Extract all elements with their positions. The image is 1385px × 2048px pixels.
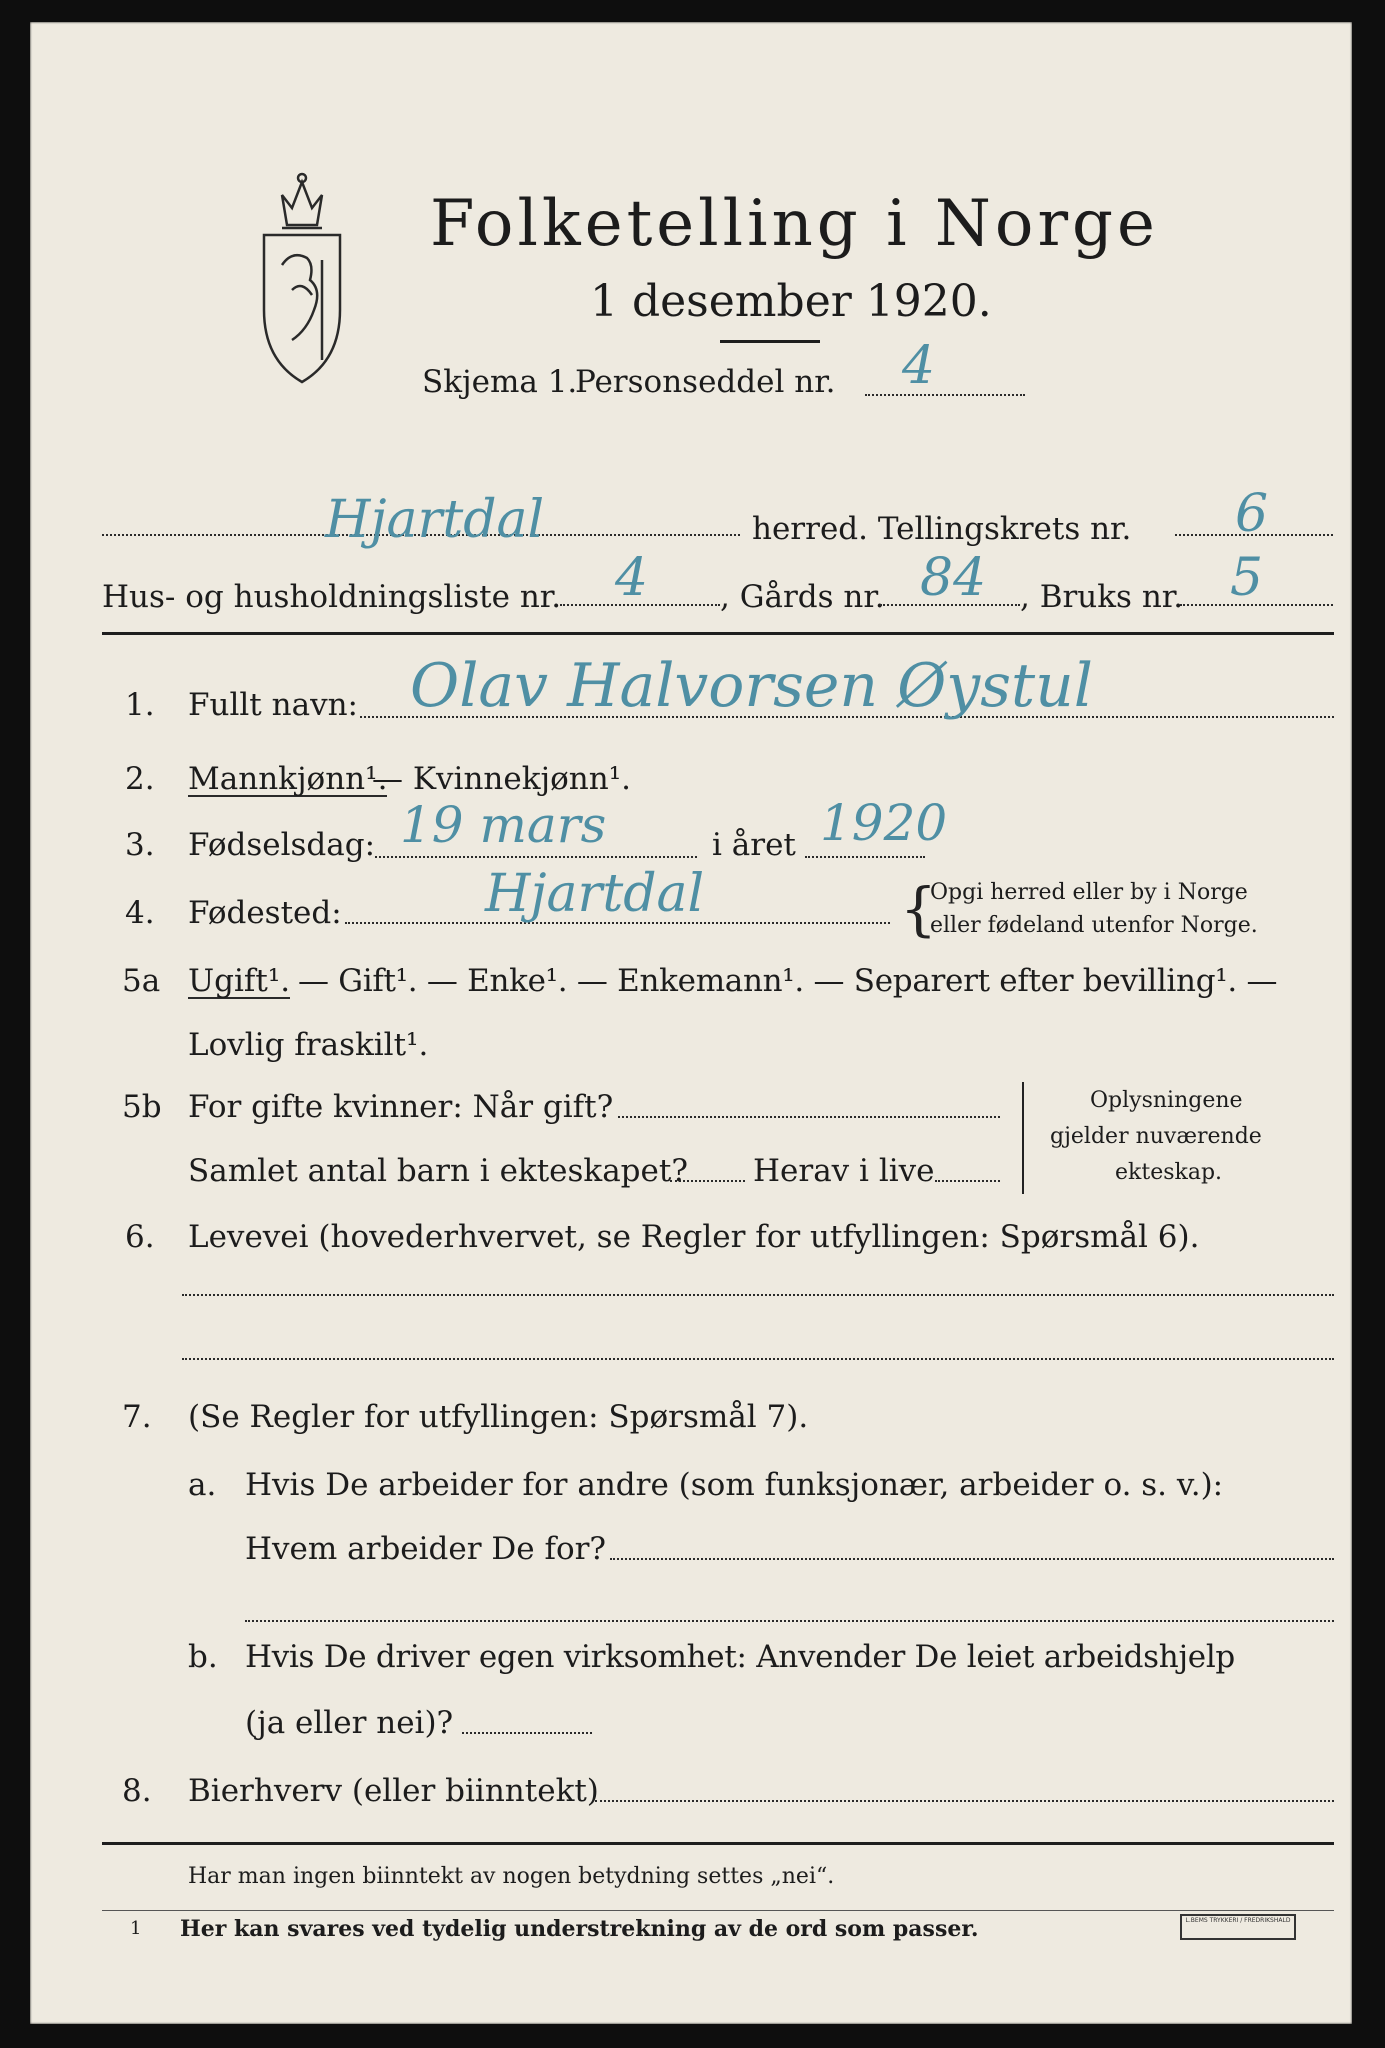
personseddel-line [865, 394, 1025, 396]
q3-year-value: 1920 [820, 794, 948, 852]
q3-number: 3. [125, 827, 155, 863]
q4-note-2: eller fødeland utenfor Norge. [930, 913, 1258, 938]
q5b-number: 5b [122, 1089, 162, 1125]
herred-label: herred. Tellingskrets nr. [752, 511, 1132, 547]
printer-stamp: L.BEMS TRYKKERI / FREDRIKSHALD [1180, 1914, 1296, 1940]
q5b-alive-line [935, 1180, 1000, 1182]
personseddel-label: Personseddel nr. [575, 364, 836, 400]
q1-label: Fullt navn: [188, 687, 358, 723]
q3-year-line [805, 856, 925, 858]
q5b-note-2: gjelder nuværende [1050, 1124, 1262, 1149]
q4-value: Hjartdal [485, 864, 705, 924]
q7-label: (Se Regler for utfyllingen: Spørsmål 7). [188, 1399, 809, 1435]
q3-year-label: i året [712, 827, 796, 863]
q8-number: 8. [122, 1773, 152, 1809]
form-date: 1 desember 1920. [590, 276, 992, 327]
q7a-line-2 [245, 1620, 1334, 1622]
footnote-mark: 1 [130, 1918, 142, 1939]
q3-line [375, 856, 697, 858]
title-divider [720, 340, 820, 343]
q8-label: Bierhverv (eller biinntekt) [188, 1773, 599, 1809]
q6-line-2 [182, 1358, 1334, 1360]
q6-label: Levevei (hovederhvervet, se Regler for utfyllingen: Spørsmål 6). [188, 1219, 1200, 1255]
q8-line [595, 1800, 1334, 1802]
q5b-alive-label: Herav i live [753, 1153, 935, 1189]
q4-number: 4. [125, 895, 155, 931]
norway-coat-of-arms-icon [252, 170, 352, 390]
q4-brace: { [900, 875, 937, 943]
q7b-line1: Hvis De driver egen virksomhet: Anvender De leiet arbeidshjelp [245, 1639, 1235, 1675]
q1-number: 1. [125, 687, 155, 723]
q7a-line-1 [610, 1558, 1334, 1560]
q2-male-option: Mannkjønn¹. [188, 761, 388, 797]
q7b-letter: b. [188, 1639, 218, 1675]
q5a-line2: Lovlig fraskilt¹. [188, 1027, 429, 1063]
header-divider [102, 632, 1334, 635]
q7-number: 7. [122, 1399, 152, 1435]
form-title: Folketelling i Norge [430, 187, 1159, 261]
q5b-married-line [618, 1116, 1000, 1118]
q5b-children-line [670, 1180, 745, 1182]
q5a-other-options: — Gift¹. — Enke¹. — Enkemann¹. — Separert efter bevilling¹. — [298, 963, 1278, 999]
q7a-line2: Hvem arbeider De for? [245, 1531, 607, 1567]
q7b-answer-line [462, 1732, 592, 1734]
q6-line-1 [182, 1294, 1334, 1296]
q7a-line1: Hvis De arbeider for andre (som funksjonær, arbeider o. s. v.): [245, 1467, 1224, 1503]
census-form-page [30, 22, 1352, 2024]
skjema-label: Skjema 1. [422, 364, 578, 400]
footnote-divider [102, 1910, 1334, 1911]
personseddel-value: 4 [902, 336, 936, 396]
q5b-bracket [1022, 1082, 1024, 1194]
husliste-value: 4 [615, 548, 649, 608]
q5a-number: 5a [122, 963, 161, 999]
q7a-letter: a. [188, 1467, 217, 1503]
q3-label: Fødselsdag: [188, 827, 376, 863]
q6-number: 6. [125, 1219, 155, 1255]
q5b-note-3: ekteskap. [1115, 1160, 1223, 1185]
bruks-label: , Bruks nr. [1020, 579, 1184, 615]
q1-value: Olav Halvorsen Øystul [410, 651, 1093, 721]
bruks-value: 5 [1230, 548, 1264, 608]
tellingskrets-value: 6 [1235, 484, 1269, 544]
q4-note-1: Opgi herred eller by i Norge [930, 880, 1248, 905]
q2-female-option: — Kvinnekjønn¹. [372, 761, 631, 797]
footer-note: Har man ingen biinntekt av nogen betydning settes „nei“. [188, 1864, 835, 1889]
q5b-children-label: Samlet antal barn i ekteskapet? [188, 1153, 688, 1189]
q3-value: 19 mars [400, 796, 607, 854]
q4-label: Fødested: [188, 895, 342, 931]
gards-value: 84 [920, 548, 987, 608]
q5b-note-1: Oplysningene [1090, 1088, 1243, 1113]
herred-value: Hjartdal [325, 490, 545, 550]
husliste-label: Hus- og husholdningsliste nr. [102, 579, 562, 615]
footer-divider [102, 1842, 1334, 1845]
footnote-text: Her kan svares ved tydelig understrekning av de ord som passer. [180, 1916, 979, 1942]
q7b-line2: (ja eller nei)? [245, 1705, 454, 1741]
q2-number: 2. [125, 761, 155, 797]
q5b-married-label: For gifte kvinner: Når gift? [188, 1089, 614, 1125]
q5a-ugift-option: Ugift¹. [188, 963, 291, 999]
gards-label: , Gårds nr. [720, 579, 885, 615]
